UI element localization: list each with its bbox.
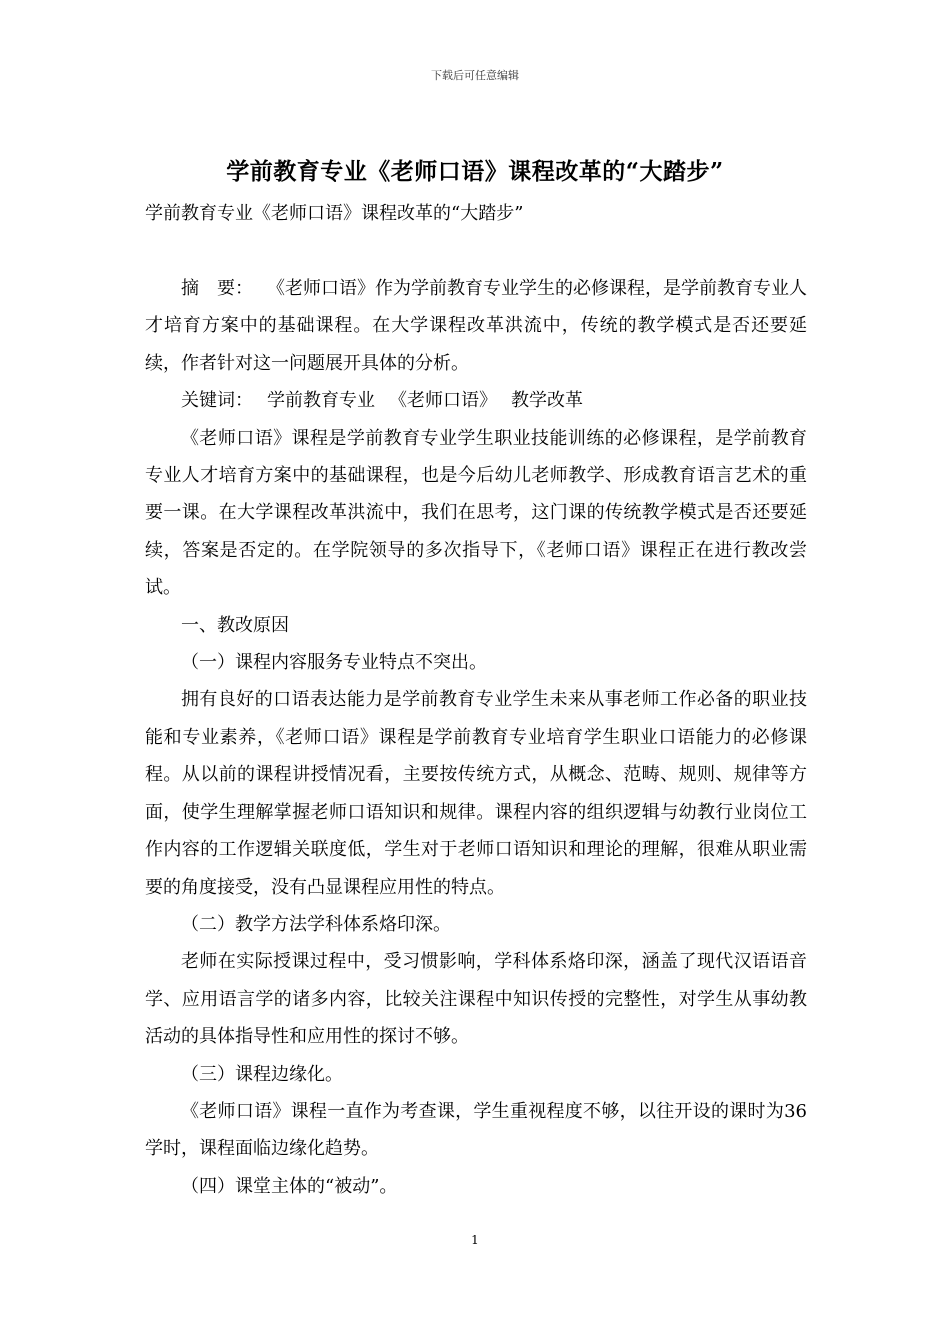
keyword-item: 《老师口语》 xyxy=(389,390,497,412)
abstract-paragraph xyxy=(145,270,807,382)
body-paragraph: 《老师口语》课程是学前教育专业学生职业技能训练的必修课程，是学前教育专业人才培育方案中的基础课程，也是今后幼儿老师教学、形成教育语言艺术的重要一课。在大学课程改革洪流中，我们在思考，这门课的传统教学模式是否还要延续，答案是否定的。在学院领导的多次指导下，《老师口语》课程正在进行教改尝试。 xyxy=(145,427,807,599)
body-paragraph: 拥有良好的口语表达能力是学前教育专业学生未来从事老师工作必备的职业技能和专业素养，《老师口语》课程是学前教育专业培育学生职业口语能力的必修课程。从以前的课程讲授情况看，主要按传统方式，从概念、范畴、规则、规律等方面，使学生理解掌握老师口语知识和规律。课程内容的组织逻辑与幼教行业岗位工作内容的工作逻辑关联度低，学生对于老师口语知识和理论的理解，很难从职业需要的角度接受，没有凸显课程应用性的特点。 xyxy=(145,689,807,898)
keyword-item: 教学改革 xyxy=(511,390,583,412)
section-heading: 一、教改原因 xyxy=(181,614,289,636)
document-body xyxy=(145,270,807,1205)
document-subtitle: 学前教育专业《老师口语》课程改革的“大踏步” xyxy=(145,203,524,224)
keywords-label: 关键词： xyxy=(181,390,253,412)
keyword-item: 学前教育专业 xyxy=(267,390,375,412)
abstract-label: 摘 要： xyxy=(181,278,253,299)
body-paragraph: 老师在实际授课过程中，受习惯影响，学科体系烙印深，涵盖了现代汉语语音学、应用语言学的诸多内容，比较关注课程中知识传授的完整性，对学生从事幼教活动的具体指导性和应用性的探讨不够。 xyxy=(145,951,807,1048)
document-title: 学前教育专业《老师口语》课程改革的“大踏步” xyxy=(226,158,724,185)
abstract-text: 《老师口语》作为学前教育专业学生的必修课程，是学前教育专业人才培育方案中的基础课程。在大学课程改革洪流中，传统的教学模式是否还要延续，作者针对这一问题展开具体的分析。 xyxy=(145,278,807,374)
subsection-heading: （二）教学方法学科体系烙印深。 xyxy=(181,913,451,935)
subsection-heading: （四）课堂主体的“被动”。 xyxy=(181,1175,398,1197)
subsection-heading: （一）课程内容服务专业特点不突出。 xyxy=(181,652,487,674)
keywords-paragraph xyxy=(145,382,807,419)
header-note: 下载后可任意编辑 xyxy=(431,69,519,82)
body-paragraph: 《老师口语》课程一直作为考查课，学生重视程度不够，以往开设的课时为36学时，课程面临边缘化趋势。 xyxy=(145,1100,807,1160)
subsection-heading: （三）课程边缘化。 xyxy=(181,1063,343,1085)
page-number: 1 xyxy=(471,1233,479,1247)
